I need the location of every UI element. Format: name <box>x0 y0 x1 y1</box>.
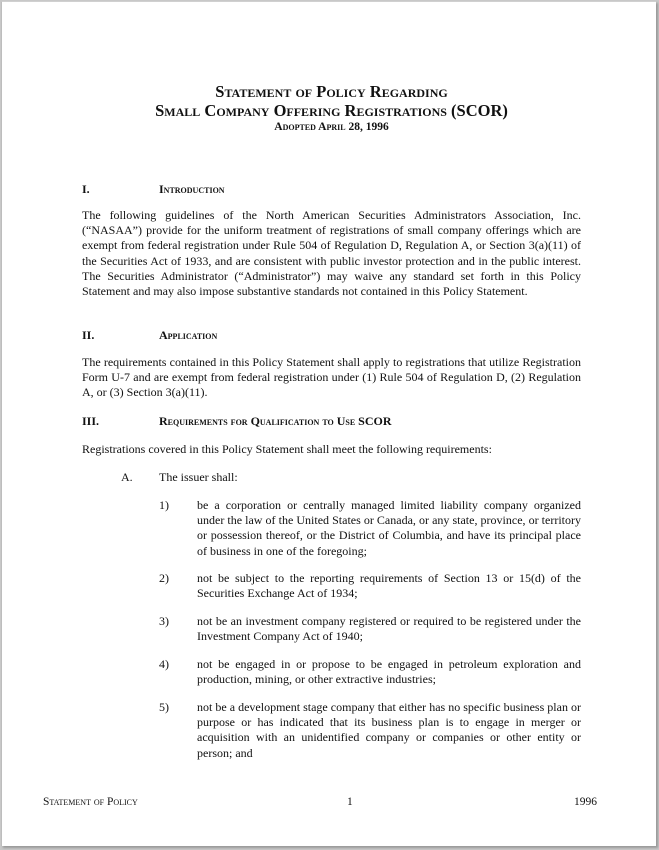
document-title-line1: Statement of Policy Regarding <box>215 82 448 101</box>
section-number: III. <box>82 414 100 428</box>
list-item-number: 3) <box>159 614 169 628</box>
document-page <box>1 1 656 846</box>
list-item-number: 4) <box>159 657 169 671</box>
footer-page-number: 1 <box>347 796 353 808</box>
list-item-text: not be subject to the reporting requirements of Section 13 or 15(d) of the Securities Exchange Act of 1934; <box>197 571 581 601</box>
section-number: I. <box>82 182 90 196</box>
footer-document-name: Statement of Policy <box>43 796 138 808</box>
application-paragraph: The requirements contained in this Policy Statement shall apply to registrations that utilize Registration Form U-7 and are exempt from federal registration under (1) Rule 504 of Regulation D, (2) Regulation A, or (3) Section 3(a)(11). <box>82 355 581 400</box>
section-title-introduction: Introduction <box>159 182 225 196</box>
list-item-number: 5) <box>159 700 169 714</box>
adopted-date: Adopted April 28, 1996 <box>274 121 389 133</box>
document-title-line2: Small Company Offering Registrations (SCOR) <box>155 101 508 120</box>
section-title-application: Application <box>159 328 218 342</box>
section-title-requirements: Requirements for Qualification to Use SCOR <box>159 414 392 428</box>
requirements-paragraph: Registrations covered in this Policy Statement shall meet the following requirements: <box>82 442 492 456</box>
list-item-text: be a corporation or centrally managed limited liability company organized under the law of the United States or Canada, or any state, province, or territory or possession thereof, or the District of Columbia, and have its principal place of business in one of the foregoing; <box>197 498 581 558</box>
list-item-number: 1) <box>159 498 169 512</box>
list-item-text: not be a development stage company that either has no specific business plan or purpose or has indicated that its business plan is to engage in merger or acquisition with an unidentified company or companies or other entity or person; and <box>197 700 581 760</box>
list-item-number: 2) <box>159 571 169 585</box>
section-number: II. <box>82 328 95 342</box>
subsection-text: The issuer shall: <box>159 470 238 484</box>
introduction-paragraph: The following guidelines of the North American Securities Administrators Association, Inc. (“NASAA”) provide for the uniform treatment of registrations of small company offerings which are exempt from federal registration under Rule 504 of Regulation D, Regulation A, or Section 3(a)(11) of the Securities Act of 1933, and are consistent with public investor protection and in the public interest. The Securities Administrator (“Administrator”) may waive any standard set forth in this Policy Statement and may also impose substantive standards not contained in this Policy Statement. <box>82 208 581 299</box>
footer-year: 1996 <box>574 796 597 808</box>
list-item-text: not be an investment company registered or required to be registered under the Investment Company Act of 1940; <box>197 614 581 644</box>
list-item-text: not be engaged in or propose to be engaged in petroleum exploration and production, mining, or other extractive industries; <box>197 657 581 687</box>
subsection-letter: A. <box>121 470 133 484</box>
